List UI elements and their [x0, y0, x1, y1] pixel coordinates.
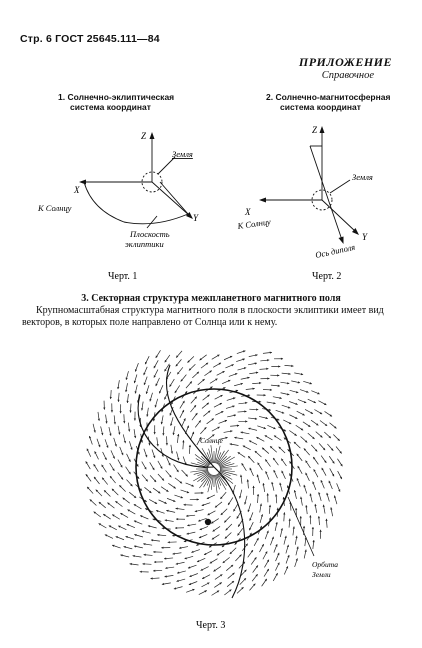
sun-ray	[208, 475, 213, 492]
field-vector-head	[296, 547, 298, 549]
field-vector-head	[94, 430, 96, 432]
field-vector-head	[325, 519, 327, 521]
field-vector-head	[197, 498, 199, 500]
fig1-plane-label-2: эклиптики	[125, 239, 164, 249]
field-vector-head	[111, 410, 113, 412]
field-vector-head	[312, 527, 314, 529]
field-vector-head	[110, 397, 112, 399]
field-vector-head	[237, 425, 239, 427]
field-vector-head	[300, 516, 302, 518]
field-vector-head	[269, 505, 271, 507]
field-vector-head	[153, 551, 155, 553]
field-vector-head	[247, 377, 249, 379]
field-vector-head	[101, 433, 103, 435]
field-vector-head	[239, 496, 241, 498]
field-vector-head	[186, 515, 188, 517]
field-vector-head	[123, 421, 125, 423]
fig1-caption: Черт. 1	[108, 271, 138, 282]
field-vector-head	[256, 408, 258, 410]
field-vector-head	[176, 518, 178, 520]
section-paragraph: Крупномасштабная структура магнитного поля в плоскости эклиптики имеет вид векторов, в которых поле направлено от Солнца или к нему.	[22, 305, 384, 328]
field-vector-head	[271, 482, 273, 484]
field-vector-head	[310, 494, 312, 496]
field-vector-head	[189, 445, 191, 447]
field-vector-head	[144, 554, 146, 556]
figure1-title-line2: система координат	[70, 102, 151, 112]
fig2-x-label: X	[245, 207, 251, 217]
field-vector-head	[318, 516, 320, 518]
field-vector-head	[275, 522, 277, 524]
field-vector-head	[157, 534, 159, 536]
fig3-caption: Черт. 3	[196, 620, 226, 631]
field-vector-head	[309, 515, 311, 517]
field-vector-head	[294, 490, 296, 492]
field-vector-head	[247, 479, 249, 481]
field-vector-head	[109, 434, 111, 436]
figure2-title-line2: система координат	[280, 102, 361, 112]
field-vector-head	[161, 547, 163, 549]
fig2-z-label: Z	[312, 125, 318, 135]
field-vector-head	[266, 417, 268, 419]
field-vector-head	[244, 410, 246, 412]
field-vector-head	[134, 545, 136, 547]
field-vector-head	[154, 432, 156, 434]
sun-ray	[215, 475, 217, 493]
field-vector-head	[281, 358, 283, 360]
field-vector-head	[319, 530, 321, 532]
field-vector-head	[270, 389, 272, 391]
field-vector-head	[103, 408, 105, 410]
field-vector-head	[153, 570, 155, 572]
field-vector-head	[162, 433, 164, 435]
field-vector-head	[150, 577, 152, 579]
field-vector-head	[134, 418, 136, 420]
sun-ray	[190, 470, 208, 472]
field-vector-head	[225, 437, 227, 439]
field-vector-head	[245, 420, 247, 422]
field-vector-head	[305, 550, 307, 552]
field-vector-head	[154, 561, 156, 563]
page-header: Стр. 6 ГОСТ 25645.111—84	[20, 33, 160, 45]
field-vector-head	[288, 373, 290, 375]
field-vector-head	[117, 400, 119, 402]
appendix-title: ПРИЛОЖЕНИЕ	[298, 55, 392, 69]
field-vector-head	[166, 510, 168, 512]
field-vector-head	[252, 486, 254, 488]
field-vector-head	[275, 494, 277, 496]
figure2-title-line1: 2. Солнечно-магнитосферная	[266, 92, 391, 102]
sun-ray	[220, 471, 237, 476]
field-vector-head	[140, 571, 142, 573]
field-vector-head	[289, 519, 291, 521]
field-vector-head	[183, 504, 185, 506]
field-vector-head	[277, 374, 279, 376]
field-vector-head	[267, 359, 269, 361]
orbit-leader	[288, 497, 314, 556]
field-vector-head	[264, 394, 266, 396]
fig2-earth-label: Земля	[352, 172, 373, 182]
sun-label: Солнце	[200, 436, 223, 445]
fig1-sun-label: К Солнцу	[38, 203, 72, 213]
field-vector-head	[135, 391, 137, 393]
field-vector-head	[278, 365, 280, 367]
field-vector-head	[120, 554, 122, 556]
field-vector-head	[164, 557, 166, 559]
field-vector-head	[176, 563, 178, 565]
field-vector-head	[168, 541, 170, 543]
field-vector-head	[259, 382, 261, 384]
fig1-z-label: Z	[141, 131, 147, 141]
orbit-label-2: Земли	[312, 570, 331, 579]
field-vector-head	[255, 354, 257, 356]
field-vector-head	[257, 494, 259, 496]
field-vector-head	[287, 393, 289, 395]
field-vector-head	[201, 492, 203, 494]
fig1-plane-label-1: Плоскость	[130, 229, 170, 239]
field-vector-head	[234, 414, 236, 416]
field-vector-head	[295, 508, 297, 510]
section-title: 3. Секторная структура межпланетного магнитного поля	[81, 293, 341, 304]
field-vector-head	[303, 526, 305, 528]
fig2-dipole-label: Ось диполя	[314, 241, 356, 260]
field-vector-head	[195, 510, 197, 512]
field-vector-head	[129, 410, 131, 412]
field-vector-head	[266, 368, 268, 370]
fig2-caption: Черт. 2	[312, 271, 342, 282]
sun-ray	[211, 445, 213, 463]
field-vector-head	[291, 365, 293, 367]
field-vector-head	[187, 532, 189, 534]
sun-ray	[216, 446, 221, 463]
field-vector-head	[298, 381, 300, 383]
sector-field-arrows	[86, 350, 343, 595]
appendix-subtitle: Справочное	[321, 70, 374, 81]
field-vector-head	[267, 493, 269, 495]
fig1-x-label: X	[74, 185, 80, 195]
field-vector-head	[114, 422, 116, 424]
field-vector-head	[142, 563, 144, 565]
fig2-y-label: Y	[362, 232, 368, 242]
field-vector-head	[283, 512, 285, 514]
field-vector-head	[267, 377, 269, 379]
fig2-sun-label: К Солнцу	[236, 216, 272, 231]
field-vector-head	[281, 528, 283, 530]
field-vector-head	[119, 411, 121, 413]
orbit-label-1: Орбита	[312, 560, 338, 569]
field-vector-head	[182, 440, 184, 442]
fig1-y-label: Y	[193, 213, 199, 223]
fig1-earth-label: Земля	[172, 149, 193, 159]
field-vector-head	[175, 527, 177, 529]
earth-dot	[205, 519, 211, 525]
sun-ray	[220, 466, 238, 468]
figure1-title-line1: 1. Солнечно-эклиптическая	[58, 92, 175, 102]
field-vector-head	[278, 385, 280, 387]
field-vector-head	[166, 443, 168, 445]
